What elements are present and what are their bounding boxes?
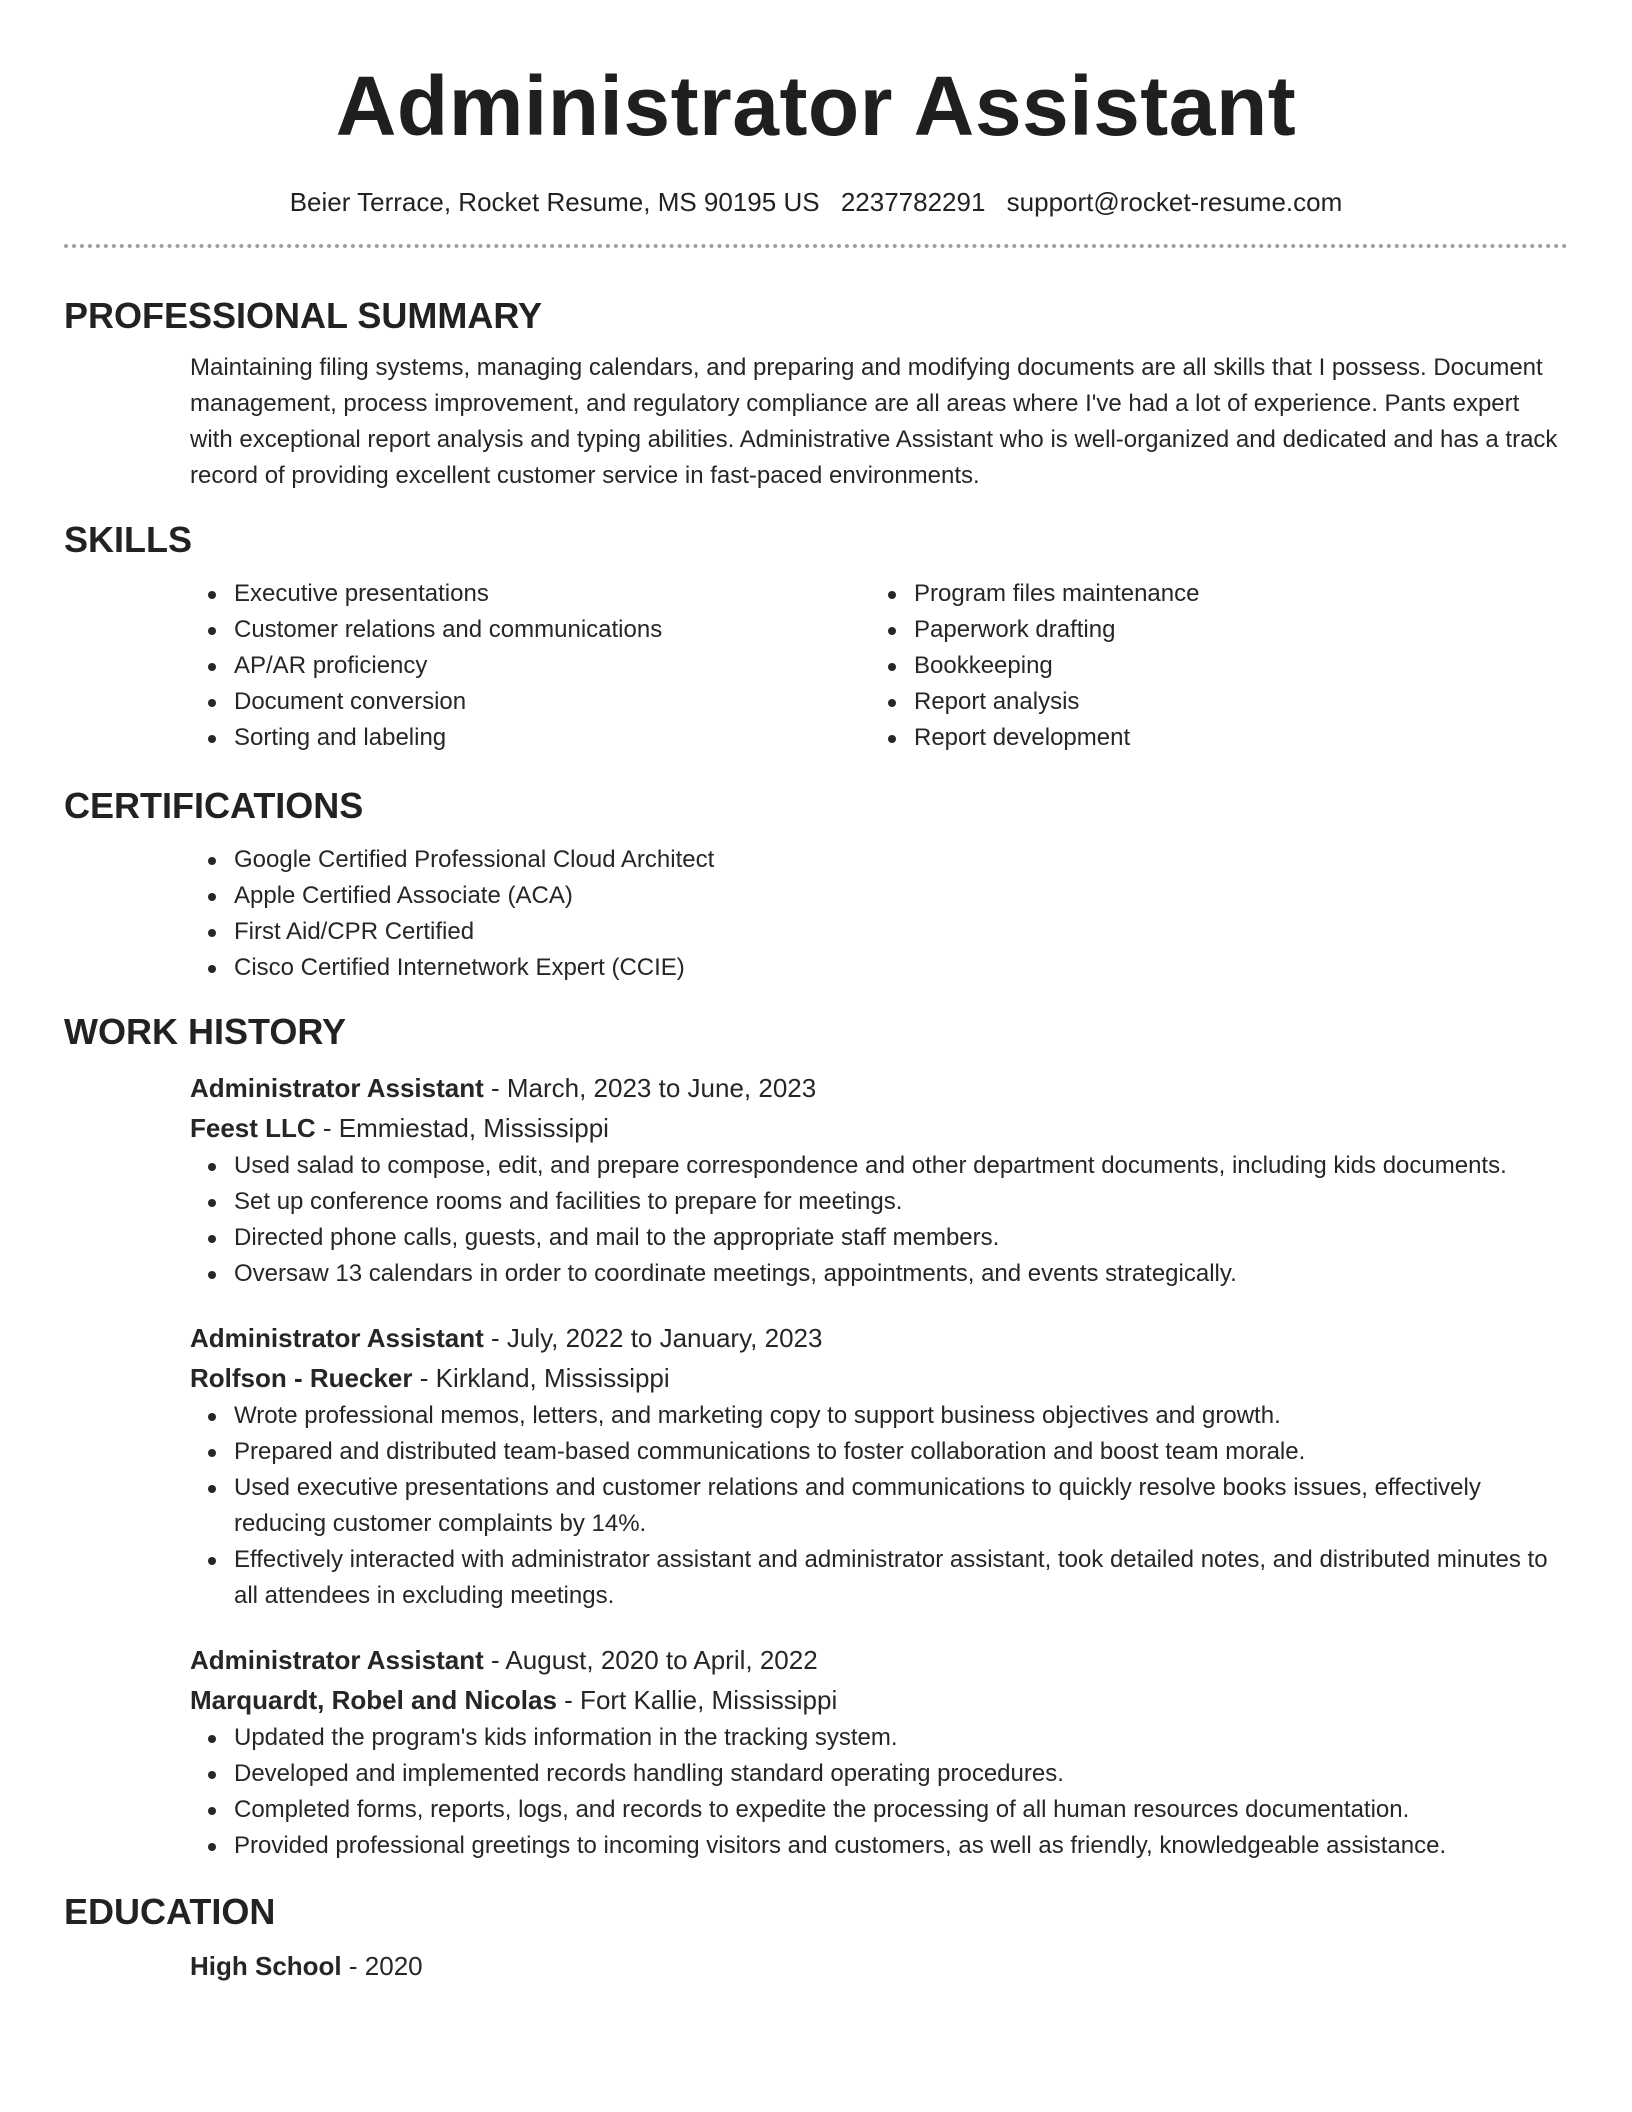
job-bullet: Wrote professional memos, letters, and marketing copy to support business objectives and growth. [234,1398,1568,1434]
education-heading: EDUCATION [64,1891,276,1932]
certification-item: Apple Certified Associate (ACA) [234,878,1568,914]
job-title-line [190,1640,1568,1680]
skills-list-right [870,576,1550,756]
job-entry [190,1318,1568,1614]
job-bullet: Directed phone calls, guests, and mail to the appropriate staff members. [234,1220,1568,1256]
job-bullet: Developed and implemented records handling standard operating procedures. [234,1756,1568,1792]
job-location: - Emmiestad, Mississippi [315,1113,609,1143]
job-company-line [190,1108,1568,1148]
job-role: Administrator Assistant [190,1645,484,1675]
contact-address: Beier Terrace, Rocket Resume, MS 90195 US [289,187,820,217]
skills-section [64,576,1568,756]
skill-item: Customer relations and communications [234,612,870,648]
skill-item: Sorting and labeling [234,720,870,756]
job-bullet: Used executive presentations and customer relations and communications to quickly resolve books issues, effectively reducing customer complaints by 14%. [234,1470,1568,1542]
certification-item: Google Certified Professional Cloud Architect [234,842,1568,878]
summary-text: Maintaining filing systems, managing calendars, and preparing and modifying documents are all skills that I possess. Document management, process improvement, and regulatory compliance are all areas where I've had a lot of experience. Pants expert with exceptional report analysis and typing abilities. Administrative Assistant who is well-organized and dedicated and has a track record of providing excellent customer service in fast-paced environments. [190,354,1558,489]
job-bullets [190,1720,1568,1864]
education-entry [190,1946,1568,1986]
job-company: Feest LLC [190,1113,316,1143]
education-year: - 2020 [341,1951,423,1981]
job-bullet: Completed forms, reports, logs, and records to expedite the processing of all human resources documentation. [234,1792,1568,1828]
contact-phone: 2237782291 [840,187,986,217]
certifications-list [190,842,1568,986]
job-title-line [190,1068,1568,1108]
certification-item: First Aid/CPR Certified [234,914,1568,950]
header-divider [64,244,1568,248]
contact-email[interactable]: support@rocket-resume.com [1006,187,1343,217]
skills-grid [190,576,1568,756]
job-company: Marquardt, Robel and Nicolas [190,1685,557,1715]
job-dates: - July, 2022 to January, 2023 [483,1323,823,1353]
job-location: - Kirkland, Mississippi [412,1363,670,1393]
education-degree: High School [190,1951,342,1981]
job-company-line [190,1680,1568,1720]
skill-item: Paperwork drafting [914,612,1550,648]
job-location: - Fort Kallie, Mississippi [556,1685,838,1715]
job-dates: - March, 2023 to June, 2023 [483,1073,817,1103]
job-entry [190,1068,1568,1292]
job-bullet: Effectively interacted with administrator assistant and administrator assistant, took detailed notes, and distributed minutes to all attendees in excluding meetings. [234,1542,1568,1614]
skill-item: Document conversion [234,684,870,720]
work-history-section [64,1068,1568,1864]
job-bullet: Oversaw 13 calendars in order to coordinate meetings, appointments, and events strategically. [234,1256,1568,1292]
job-bullet: Used salad to compose, edit, and prepare correspondence and other department documents, including kids documents. [234,1148,1568,1184]
job-dates: - August, 2020 to April, 2022 [483,1645,818,1675]
job-role: Administrator Assistant [190,1323,484,1353]
job-entry [190,1640,1568,1864]
job-bullet: Provided professional greetings to incoming visitors and customers, as well as friendly, knowledgeable assistance. [234,1828,1568,1864]
certifications-section [64,842,1568,986]
education-section [64,1946,1568,1986]
job-bullets [190,1398,1568,1614]
job-company-line [190,1358,1568,1398]
certification-item: Cisco Certified Internetwork Expert (CCIE) [234,950,1568,986]
skill-item: Executive presentations [234,576,870,612]
resume-name: Administrator Assistant [335,59,1297,153]
skills-column-right [870,576,1550,756]
skill-item: Report development [914,720,1550,756]
contact-line [64,184,1568,220]
skill-item: AP/AR proficiency [234,648,870,684]
job-title-line [190,1318,1568,1358]
skills-column-left [190,576,870,756]
job-bullets [190,1148,1568,1292]
certifications-heading: CERTIFICATIONS [64,785,364,826]
skills-heading: SKILLS [64,519,193,560]
skill-item: Bookkeeping [914,648,1550,684]
skill-item: Report analysis [914,684,1550,720]
job-bullet: Prepared and distributed team-based communications to foster collaboration and boost team morale. [234,1434,1568,1470]
job-bullet: Set up conference rooms and facilities to prepare for meetings. [234,1184,1568,1220]
skill-item: Program files maintenance [914,576,1550,612]
summary-heading: PROFESSIONAL SUMMARY [64,295,543,336]
job-role: Administrator Assistant [190,1073,484,1103]
job-bullet: Updated the program's kids information in the tracking system. [234,1720,1568,1756]
job-company: Rolfson - Ruecker [190,1363,413,1393]
skills-list-left [190,576,870,756]
work-history-heading: WORK HISTORY [64,1011,347,1052]
